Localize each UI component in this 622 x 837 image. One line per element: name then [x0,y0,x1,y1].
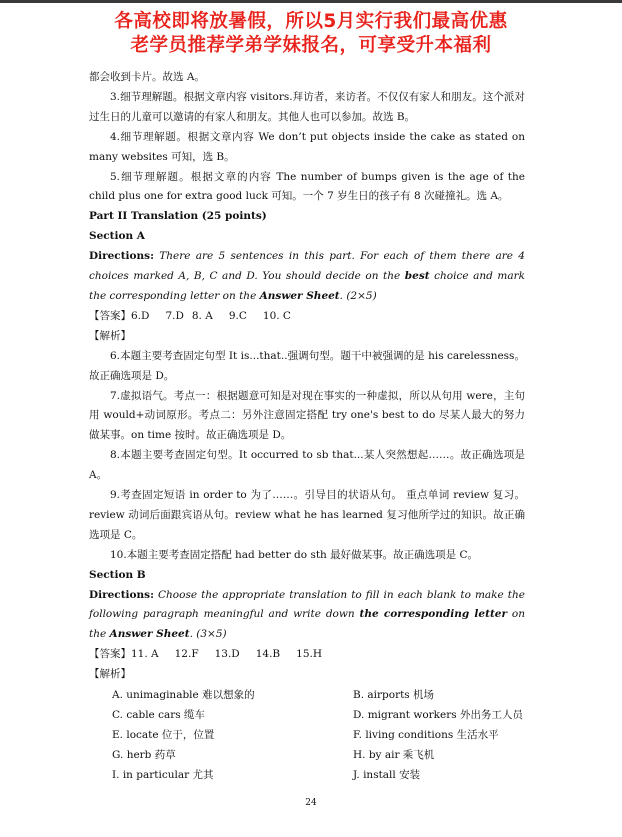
promo-line-2: 老学员推荐学弟学妹报名，可享受升本福利 [130,35,492,56]
analysis-label-b: 【解析】 [89,668,131,681]
option-b: B. airports 机场 [353,689,435,702]
answer-label: 【答案】 [89,309,131,322]
promo-banner [0,10,622,58]
part-title: Part II Translation (25 points) [89,210,267,223]
explanation-q3: 3.细节理解题。根据文章内容 visitors.拜访者，来访者。不仅仅有家人和朋友。这个派对过生日的儿童可以邀请的有家人和朋友。其他人也可以参加。故选 B。 [89,90,525,123]
option-j: J. install 安装 [353,769,421,782]
top-border [0,0,622,3]
option-g: G. herb 药草 [112,749,176,762]
option-f: F. living conditions 生活水平 [353,729,499,742]
page-number: 24 [305,798,317,808]
explanation-q10: 10.本题主要考查固定搭配 had better do sth 最好做某事。故正确选项是 C。 [110,548,479,561]
answer-text-continued: 都会收到卡片。故选 A。 [89,71,205,83]
option-d: D. migrant workers 外出务工人员 [353,709,524,722]
option-h: H. by air 乘飞机 [353,749,435,762]
explanation-q8: 8.本题主要考查固定句型。It occurred to sb that...某人突然想起……。故正确选项是 A。 [89,449,525,482]
explanation-q4: 4.细节理解题。根据文章内容 We don’t put objects inside the cake as stated on many websites 可知，选 B。 [89,130,525,163]
options-grid [112,685,525,785]
section-b-heading: Section B [89,568,146,581]
section-a-heading: Section A [89,230,145,243]
explanation-q5: 5.细节理解题。根据文章的内容 The number of bumps given is the age of the child plus one for extra good luck 可知。一个 7 岁生日的孩子有 8 次碰撞礼。选 A。 [89,170,525,203]
option-a: A. unimaginable 难以想象的 [112,689,255,702]
answer-key-a: 【答案】6.D 7.D 8. A 9.C 10. C [89,309,291,322]
document-body [89,68,525,785]
promo-line-1: 各高校即将放暑假，所以5月实行我们最高优惠 [114,11,508,32]
option-c: C. cable cars 缆车 [112,709,205,722]
directions-label: Directions: [89,250,154,263]
explanation-q9: 9.考查固定短语 in order to 为了……。引导目的状语从句。 重点单词 review 复习。review 动词后面跟宾语从句。review what he has learned 复习他所学过的知识。故正确选项是 C。 [89,489,525,541]
explanation-q6: 6.本题主要考查固定句型 It is...that..强调句型。题干中被强调的是 his carelessness。故正确选项是 D。 [89,349,525,382]
explanation-q7: 7.虚拟语气。考点一：根据题意可知是对现在事实的一种虚拟，所以从句用 were，主句用 would+动词原形。考点二：另外注意固定搭配 try one's best to do 尽某人最大的努力做某事。on time 按时。故正确选项是 D。 [89,389,525,442]
answer-key-b: 【答案】11. A 12.F 13.D 14.B 15.H [89,648,323,661]
directions-a: Directions: There are 5 sentences in this part. For each of them there are 4 choices marked A, B, C and D. You should decide on the best choice and mark the corresponding letter on the Answer Sheet. (2×5) [89,250,525,302]
analysis-label: 【解析】 [89,329,131,342]
option-e: E. locate 位于，位置 [112,729,215,742]
directions-b: Directions: Choose the appropriate translation to fill in each blank to make the following paragraph meaningful and write down the corresponding letter on the Answer Sheet. (3×5) [89,588,525,641]
option-i: I. in particular 尤其 [112,769,214,782]
